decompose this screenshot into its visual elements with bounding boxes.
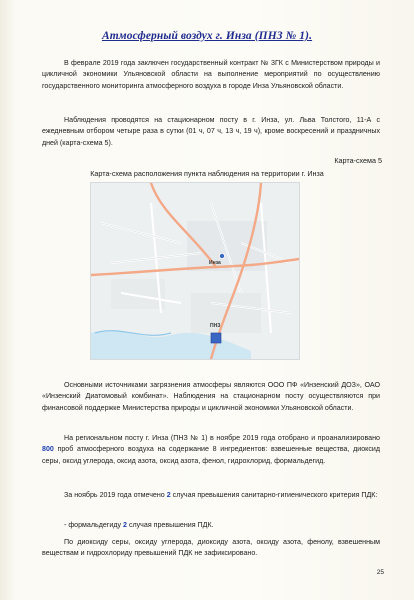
samples-count: 800	[42, 445, 54, 454]
paragraph-samples	[42, 433, 380, 467]
town-label: Инза	[209, 260, 221, 266]
formaldehyde-text-before: - формальдегиду	[64, 521, 124, 529]
town-marker-icon	[219, 253, 224, 258]
paragraph-sources: Основными источниками загрязнения атмосферы являются ООО ПФ «Инзенский ДОЗ», ОАО «Инзенский Диатомовый комбинат». Наблюдения на стационарном посту осуществляются при финансовой поддержке Министерства природы и цикличной экономики Ульяновской области.	[42, 381, 380, 412]
page-title: Атмосферный воздух г. Инза (ПНЗ № 1).	[101, 30, 313, 42]
map-block	[111, 279, 165, 309]
formaldehyde-text-after: случая превышения ПДК.	[126, 521, 214, 529]
samples-text-before: На региональном посту г. Инза (ПНЗ № 1) в ноябре 2019 года отобрано и проанализировано	[64, 434, 380, 442]
paragraph-formaldehyde	[42, 520, 380, 531]
city-map	[90, 182, 300, 360]
paragraph-observations: Наблюдения проводятся на стационарном посту в г. Инза, ул. Льва Толстого, 11-А с ежедневным отбором четыре раза в сутки (01 ч, 07 ч, 13 ч, 19 ч), кроме воскресений и праздничных дней (карта-схема 5).	[42, 116, 380, 147]
paragraph-exceedances	[42, 490, 380, 501]
map-caption-number: Карта-схема 5	[334, 156, 382, 165]
post-label: ПНЗ	[210, 323, 221, 329]
page-number: 25	[376, 569, 384, 576]
post-marker-icon	[211, 333, 221, 343]
samples-text-after: проб атмосферного воздуха на содержание 8 ингредиентов: взвешенные вещества, диоксид серы, оксид углерода, оксид азота, оксид азота, фенол, гидрохлорид, формальдегид.	[42, 445, 380, 465]
exceedances-text-after: случая превышения санитарно-гигиенического критерия ПДК:	[170, 491, 378, 499]
formaldehyde-count: 2	[123, 521, 127, 529]
exceedances-text-before: За ноябрь 2019 года отмечено	[64, 491, 167, 499]
exceedances-count: 2	[166, 491, 171, 499]
paragraph-no-exceedances: По диоксиду серы, оксиду углерода, диоксиду азота, оксиду азота, фенолу, взвешенным веществам и гидрохлориду превышений ПДК не зафиксировано.	[42, 538, 380, 558]
map-title: Карта-схема расположения пункта наблюдения на территории г. Инза	[90, 169, 324, 178]
map-drawing	[91, 183, 299, 359]
paragraph-contract: В феврале 2019 года заключен государственный контракт № 3ГК с Министерством природы и цикличной экономики Ульяновской области на выполнение мероприятий по осуществлению государственного мониторинга атмосферного воздуха в городе Инза Ульяновской области.	[42, 59, 380, 90]
